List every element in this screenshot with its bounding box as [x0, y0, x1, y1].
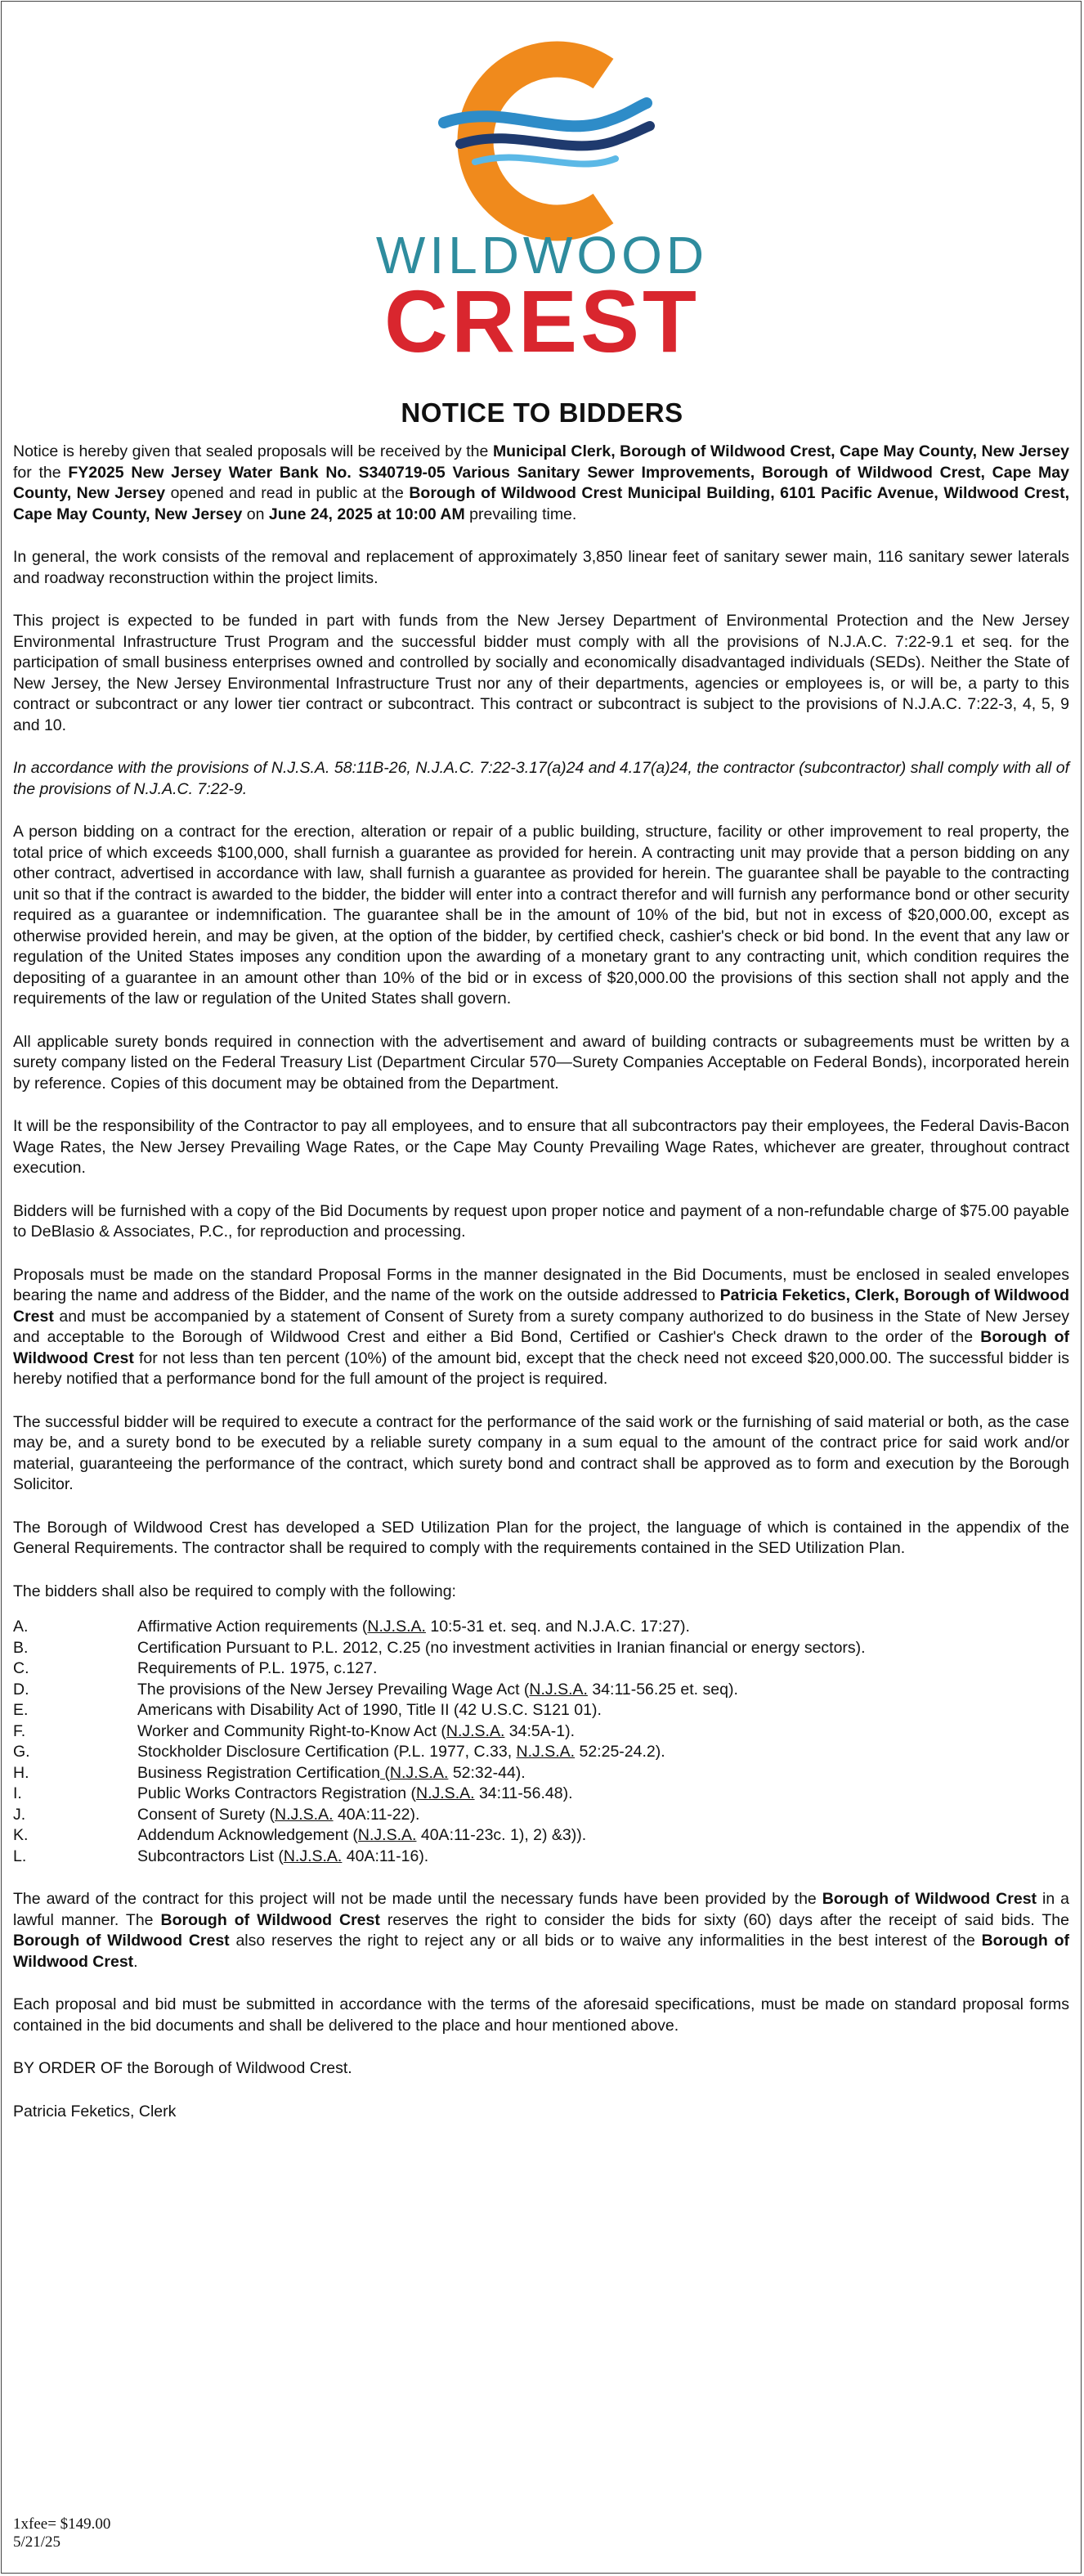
requirement-letter: B. — [13, 1638, 29, 1657]
requirement-item — [13, 1638, 1069, 1659]
requirement-letter: F. — [13, 1721, 26, 1740]
paragraph-award: The award of the contract for this project will not be made until the necessary funds have been provided by the Borough of Wildwood Crest in a lawful manner. The Borough of Wildwood Crest reserves the right to consider the bids for sixty (60) days after the receipt of said bids. The Borough of Wildwood Crest also reserves the right to reject any or all bids or to waive any informalities in the best interest of the Borough of Wildwood Crest. — [13, 1890, 1070, 1971]
requirement-letter: L. — [13, 1847, 27, 1865]
requirement-item — [13, 1784, 1069, 1805]
requirement-item — [13, 1721, 1069, 1743]
paragraph-proposals: Proposals must be made on the standard Proposal Forms in the manner designated in the Bid Documents, must be enclosed in sealed envelopes bearing the name and address of the Bidder, and the name of the work on the outside addressed to Patricia Feketics, Clerk, Borough of Wildwood Crest and must be accompanied by a statement of Consent of Surety from a surety company authorized to do business in the State of New Jersey and acceptable to the Borough of Wildwood Crest and either a Bid Bond, Certified or Cashier's Check drawn to the order of the Borough of Wildwood Crest for not less than ten percent (10%) of the amount bid, except that the check need not exceed $20,000.00. The successful bidder is hereby notified that a performance bond for the full amount of the project is required. — [13, 1265, 1070, 1388]
requirement-text: Business Registration Certification (N.J.S.A. 52:32-44). — [137, 1763, 526, 1782]
requirement-letter: H. — [13, 1763, 29, 1782]
paragraph-sed-plan: The Borough of Wildwood Crest has developed a SED Utilization Plan for the project, the language of which is contained in the appendix of the General Requirements. The contractor shall be required to comply with the requirements contained in the SED Utilization Plan. — [13, 1518, 1069, 1557]
requirement-item — [13, 1742, 1069, 1763]
fee-text: 1xfee= $149.00 — [13, 2515, 111, 2533]
requirement-text: The provisions of the New Jersey Prevailing Wage Act (N.J.S.A. 34:11-56.25 et. seq). — [137, 1680, 738, 1699]
requirement-item — [13, 1680, 1069, 1701]
requirement-item — [13, 1847, 1069, 1868]
requirement-item — [13, 1617, 1069, 1638]
signature-line: Patricia Feketics, Clerk — [13, 2102, 177, 2120]
fee-block — [13, 2515, 110, 2551]
requirement-text: Affirmative Action requirements (N.J.S.A. 10:5-31 et. seq. and N.J.A.C. 17:27). — [137, 1618, 690, 1636]
paragraph-surety: All applicable surety bonds required in connection with the advertisement and award of building contracts or subagreements must be written by a surety company listed on the Federal Treasury List (Department Circular 570—Surety Companies Acceptable on Federal Bonds), incorporated herein by reference. Copies of this document may be obtained from the Department. — [13, 1032, 1069, 1093]
requirement-text: Consent of Surety (N.J.S.A. 40A:11-22). — [137, 1805, 420, 1824]
requirement-letter: D. — [13, 1680, 29, 1699]
paragraph-guarantee: A person bidding on a contract for the erection, alteration or repair of a public building, structure, facility or other improvement to real property, the total price of which exceeds $100,000, shall furnish a guarantee as provided for herein. A contracting unit may provide that a person bidding on any other contract, advertised in accordance with law, shall furnish a guarantee as provided for herein. The guarantee shall be payable to the contracting unit so that if the contract is awarded to the bidder, the bidder will enter into a contract therefor and will furnish any performance bond or other security required as a guarantee or indemnification. The guarantee shall be in the amount of 10% of the bid, but not in excess of $20,000.00, except as otherwise provided herein, and may be given, at the option of the bidder, by certified check, cashier's check or bid bond. In the event that any law or regulation of the United States imposes any condition upon the awarding of a monetary grant to any contracting unit, which condition requires the depositing of a guarantee in an amount other than 10% of the bid or in excess of $20,000.00 the provisions of this section shall not apply and the requirements of the law or regulation of the United States shall govern. — [13, 823, 1069, 1008]
paragraph-funding: This project is expected to be funded in part with funds from the New Jersey Department of Environmental Protection and the New Jersey Environmental Infrastructure Trust Program and the successful bidder must comply with all the provisions of N.J.A.C. 7:22-9.1 et seq. for the participation of small business enterprises owned and controlled by socially and economically disadvantaged individuals (SEDs). Neither the State of New Jersey, the New Jersey Environmental Infrastructure Trust nor any of their departments, agencies or employees is, or will be, a party to this contract or subcontract or any lower tier contract or subcontract. This contract or subcontract is subject to the provisions of N.J.A.C. 7:22-3, 4, 5, 9 and 10. — [13, 612, 1069, 734]
logo-crest-text: CREST — [383, 272, 701, 368]
paragraph-wages: It will be the responsibility of the Contractor to pay all employees, and to ensure that all subcontractors pay their employees, the Federal Davis-Bacon Wage Rates, the New Jersey Prevailing Wage Rates, or the Cape May County Prevailing Wage Rates, whichever are greater, throughout contract execution. — [13, 1117, 1069, 1177]
page-title: NOTICE TO BIDDERS — [401, 397, 683, 428]
paragraph-bid-documents: Bidders will be furnished with a copy of the Bid Documents by request upon proper notice and payment of a non-refundable charge of $75.00 payable to DeBlasio & Associates, P.C., for reproduction and processing. — [13, 1201, 1069, 1241]
requirement-text: Stockholder Disclosure Certification (P.L. 1977, C.33, N.J.S.A. 52:25-24.2). — [137, 1743, 665, 1761]
requirement-letter: G. — [13, 1743, 30, 1761]
logo-wildwood-text: WILDWOOD — [375, 226, 709, 285]
paragraph-scope: In general, the work consists of the removal and replacement of approximately 3,850 linear feet of sanitary sewer main, 116 sanitary sewer laterals and roadway reconstruction within the project limits. — [13, 548, 1069, 587]
requirement-text: Worker and Community Right-to-Know Act (N.J.S.A. 34:5A-1). — [137, 1721, 576, 1740]
requirement-text: Subcontractors List (N.J.S.A. 40A:11-16). — [137, 1847, 429, 1865]
requirement-item — [13, 1700, 1069, 1721]
paragraph-requirements-intro: The bidders shall also be required to comply with the following: — [13, 1582, 456, 1600]
requirement-text: Americans with Disability Act of 1990, Title II (42 U.S.C. S121 01). — [137, 1701, 602, 1719]
requirement-item — [13, 1805, 1069, 1826]
requirement-letter: K. — [13, 1826, 29, 1844]
wildwood-crest-logo — [0, 25, 1084, 368]
requirements-list — [13, 1617, 1069, 1867]
requirement-letter: A. — [13, 1618, 29, 1636]
requirement-item — [13, 1658, 1069, 1680]
paragraph-submission: Each proposal and bid must be submitted in accordance with the terms of the aforesaid specifications, must be made on standard proposal forms contained in the bid documents and shall be delivered to the place and hour mentioned above. — [13, 1995, 1069, 2035]
paragraph-order: BY ORDER OF the Borough of Wildwood Crest. — [13, 2059, 352, 2077]
paragraph-statute: In accordance with the provisions of N.J.S.A. 58:11B-26, N.J.A.C. 7:22-3.17(a)24 and 4.17(a)24, the contractor (subcontractor) shall comply with all of the provisions of N.J.A.C. 7:22-9. — [13, 759, 1069, 798]
date-text: 5/21/25 — [13, 2533, 61, 2551]
requirement-letter: C. — [13, 1659, 29, 1677]
logo-graphic — [329, 25, 755, 368]
requirement-text: Certification Pursuant to P.L. 2012, C.25 (no investment activities in Iranian financial or energy sectors). — [137, 1638, 866, 1657]
requirement-letter: J. — [13, 1805, 26, 1824]
requirement-letter: E. — [13, 1701, 29, 1719]
requirement-text: Requirements of P.L. 1975, c.127. — [137, 1659, 378, 1677]
requirement-text: Addendum Acknowledgement (N.J.S.A. 40A:11-23c. 1), 2) &3)). — [137, 1826, 587, 1844]
requirement-item — [13, 1825, 1069, 1847]
notice-body — [13, 442, 1069, 2122]
requirement-letter: I. — [13, 1784, 22, 1802]
paragraph-intro: Notice is hereby given that sealed proposals will be received by the Municipal Clerk, Borough of Wildwood Crest, Cape May County, New Jersey for the FY2025 New Jersey Water Bank No. S340719-05 Various Sanitary Sewer Improvements, Borough of Wildwood Crest, Cape May County, New Jersey opened and read in public at the Borough of Wildwood Crest Municipal Building, 6101 Pacific Avenue, Wildwood Crest, Cape May County, New Jersey on June 24, 2025 at 10:00 AM prevailing time. — [13, 442, 1070, 523]
requirement-item — [13, 1763, 1069, 1784]
paragraph-contract: The successful bidder will be required to execute a contract for the performance of the said work or the furnishing of said material or both, as the case may be, and a surety bond to be executed by a reliable surety company in a sum equal to the amount of the contract price for said work and/or material, guaranteeing the performance of the contract, which surety bond and contract shall be approved as to form and execution by the Borough Solicitor. — [13, 1412, 1069, 1493]
requirement-text: Public Works Contractors Registration (N.J.S.A. 34:11-56.48). — [137, 1784, 573, 1802]
